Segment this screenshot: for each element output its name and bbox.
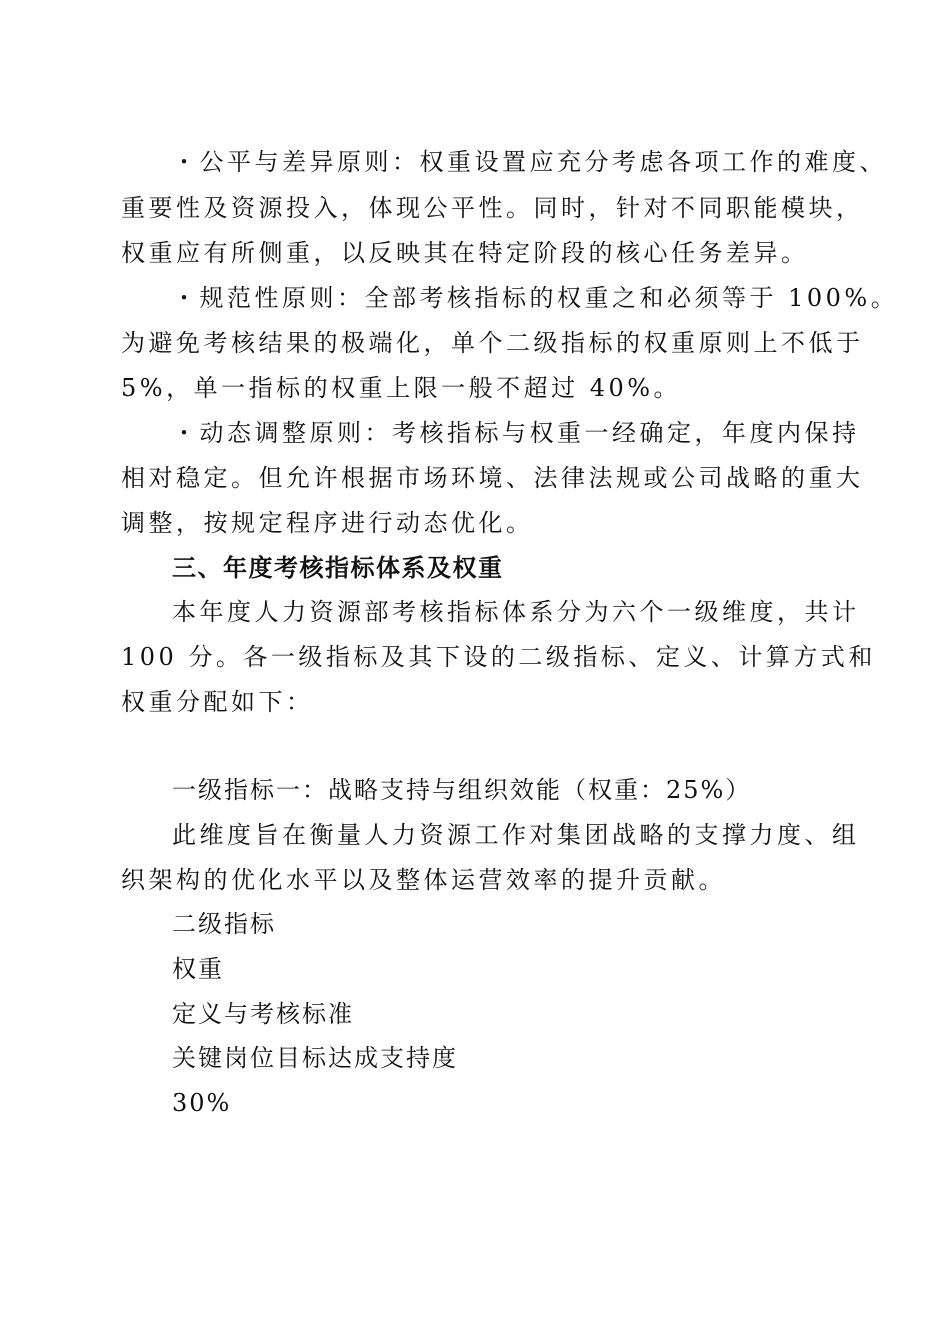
dimension-one-desc-line-1: 此维度旨在衡量人力资源工作对集团战略的支撑力度、组 — [172, 821, 860, 849]
principle-fairness-line-3: 权重应有所侧重，以反映其在特定阶段的核心任务差异。 — [121, 239, 809, 267]
principle-dynamic-line-1: ・动态调整原则：考核指标与权重一经确定，年度内保持 — [172, 419, 860, 447]
principle-normative-line-1: ・规范性原则：全部考核指标的权重之和必须等于 100%。 — [172, 284, 899, 312]
section-intro-line-2: 100 分。各一级指标及其下设的二级指标、定义、计算方式和 — [121, 643, 876, 671]
dimension-one-desc-line-2: 织架构的优化水平以及整体运营效率的提升贡献。 — [121, 866, 726, 894]
table-row-weight: 30% — [172, 1089, 232, 1117]
section-intro-line-1: 本年度人力资源部考核指标体系分为六个一级维度，共计 — [172, 598, 860, 626]
principle-dynamic-line-2: 相对稳定。但允许根据市场环境、法律法规或公司战略的重大 — [121, 464, 864, 492]
principle-normative-line-3: 5%，单一指标的权重上限一般不超过 40%。 — [121, 374, 682, 402]
table-header-indicator: 二级指标 — [172, 910, 276, 938]
table-header-weight: 权重 — [172, 955, 224, 983]
principle-fairness-line-2: 重要性及资源投入，体现公平性。同时，针对不同职能模块， — [121, 194, 864, 222]
principle-normative-line-2: 为避免考核结果的极端化，单个二级指标的权重原则上不低于 — [121, 329, 864, 357]
section-intro-line-3: 权重分配如下： — [121, 688, 314, 716]
principle-dynamic-line-3: 调整，按规定程序进行动态优化。 — [121, 509, 534, 537]
table-header-definition: 定义与考核标准 — [172, 1000, 354, 1028]
table-row-indicator: 关键岗位目标达成支持度 — [172, 1044, 458, 1072]
principle-fairness-line-1: ・公平与差异原则：权重设置应充分考虑各项工作的难度、 — [172, 148, 887, 176]
dimension-one-title: 一级指标一：战略支持与组织效能（权重：25%） — [172, 776, 752, 804]
section-heading: 三、年度考核指标体系及权重 — [172, 554, 504, 582]
